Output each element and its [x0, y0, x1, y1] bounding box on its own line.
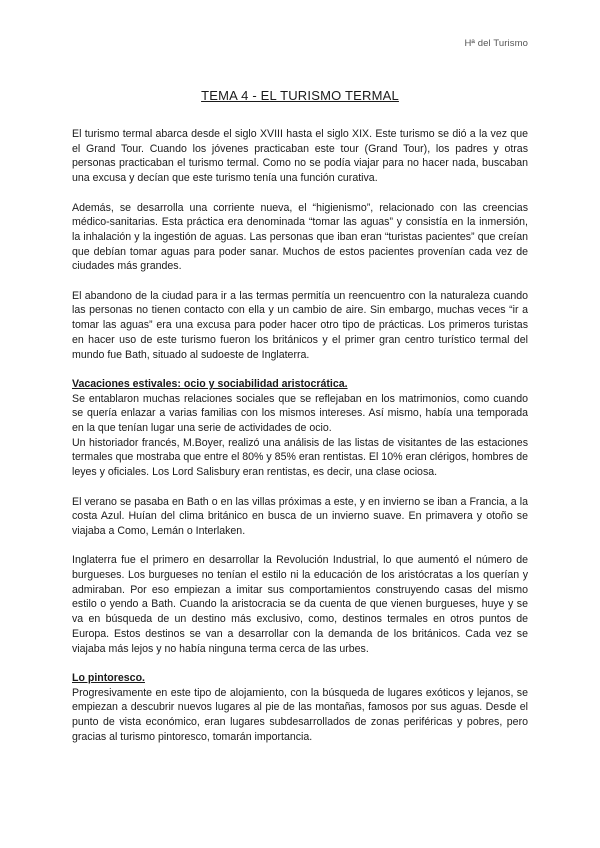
- body-paragraph-2: Además, se desarrolla una corriente nueva, el “higienismo”, relacionado con las creencias médico-sanitarias. Esta práctica era denominada “tomar las aguas” y consistía en la inmersión, la inhalación y la ingestión de aguas. Las personas que iban eran “turistas pacientes” que creían que debían tomar aguas para poder sanar. Muchos de estos pacientes provenían cada vez de ciudades más grandes.: [72, 201, 528, 273]
- document-body: [72, 127, 528, 744]
- paragraph-spacer: [72, 186, 528, 201]
- body-paragraph-5: Un historiador francés, M.Boyer, realizó una análisis de las listas de visitantes de las estaciones termales que mostraba que entre el 80% y 85% eran rentistas. El 10% eran clérigos, hombres de leyes y oficiales. Los Lord Salisbury eran rentistas, es decir, una clase ociosa.: [72, 436, 528, 479]
- body-paragraph-4: Se entablaron muchas relaciones sociales que se reflejaban en los matrimonios, como cuando se quería enlazar a varias familias con los mismos intereses. Así mismo, había una temporada en la que tenían lugar una serie de actividades de ocio.: [72, 392, 528, 435]
- body-paragraph-7: Inglaterra fue el primero en desarrollar la Revolución Industrial, lo que aumentó el número de burgueses. Los burgueses no tenían el estilo ni la educación de los aristócratas a los querían y admiraban. Por eso empiezan a imitar sus comportamientos construyendo casas del mismo estilo o yendo a Bath. Cuando la aristocracia se da cuenta de que vienen burgueses, huye y se va en búsqueda de un destino más exclusivo, como, destinos termales en otros puntos de Europa. Estos destinos se van a desarrollar con la demanda de los británicos. Cada vez se viajaba más lejos y no había ninguna terma cerca de las urbes.: [72, 554, 528, 655]
- running-header: Hª del Turismo: [464, 38, 528, 49]
- body-paragraph-6: El verano se pasaba en Bath o en las villas próximas a este, y en invierno se iban a Francia, a la costa Azul. Huían del clima británico en busca de un invierno suave. En primavera y otoño se viajaba a Como, Lemán o Interlaken.: [72, 495, 528, 537]
- body-paragraph-8: Progresivamente en este tipo de alojamiento, con la búsqueda de lugares exóticos y lejanos, se empiezan a descubrir nuevos lugares al pie de las montañas, famosos por sus aguas. Desde el punto de vista económico, eran lugares subdesarrollados de zonas periféricas y pobres, pero gracias al turismo pintoresco, tomarán importancia.: [72, 686, 528, 743]
- section-heading-1: Vacaciones estivales: ocio y sociabilidad aristocrática.: [72, 377, 348, 390]
- body-paragraph-1: El turismo termal abarca desde el siglo XVIII hasta el siglo XIX. Este turismo se dió a la vez que el Grand Tour. Cuando los jóvenes practicaban este tour (Grand Tour), los padres y otras personas practicaban el turismo termal. Como no se podía viajar para no hacer nada, buscaban una excusa y decían que este turismo tenía una función curativa.: [72, 128, 528, 185]
- document-title: TEMA 4 - EL TURISMO TERMAL: [201, 88, 399, 103]
- paragraph-spacer: [72, 362, 528, 377]
- paragraph-spacer: [72, 480, 528, 495]
- paragraph-spacer: [72, 274, 528, 289]
- paragraph-spacer: [72, 539, 528, 554]
- paragraph-spacer: [72, 656, 528, 671]
- section-heading-2: Lo pintoresco.: [72, 671, 145, 684]
- body-paragraph-3: El abandono de la ciudad para ir a las termas permitía un reencuentro con la naturaleza cuando las personas no tienen contacto con ella y un cambio de aire. Sin embargo, muchas veces “ir a tomar las aguas” era una excusa para poder hacer otro tipo de prácticas. Los primeros turistas en hacer uso de este turismo fueron los británicos y el primer gran centro turístico termal del mundo fue Bath, situado al sudoeste de Inglaterra.: [72, 289, 528, 361]
